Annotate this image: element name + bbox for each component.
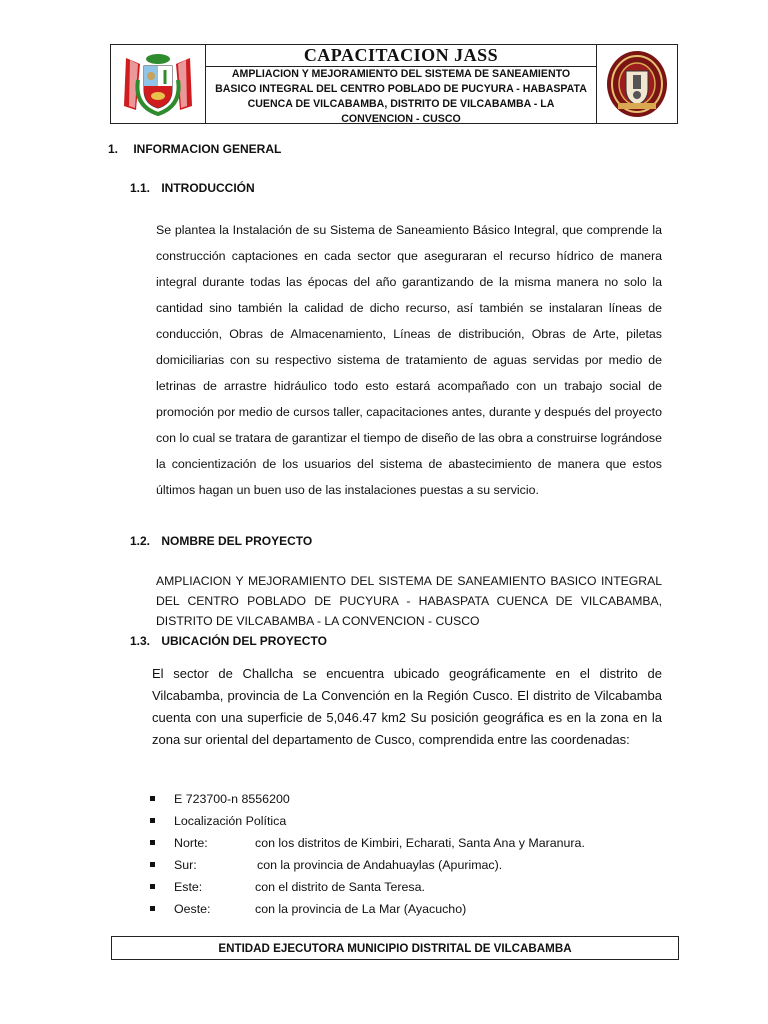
section-number: 1.1.	[130, 181, 151, 195]
project-name-paragraph: AMPLIACION Y MEJORAMIENTO DEL SISTEMA DE SANEAMIENTO BASICO INTEGRAL DEL CENTRO POBLADO DE PUCYURA - HABASPATA CUENCA DE VILCABAMBA, DISTRITO DE VILCABAMBA - LA CONVENCION - CUSCO	[156, 574, 662, 628]
section-number: 1.3.	[130, 634, 151, 648]
document-header	[110, 44, 678, 124]
header-title: CAPACITACION JASS	[206, 45, 596, 67]
list-item-value: con la provincia de Andahuaylas (Apurimac).	[257, 858, 503, 872]
bullet-square-icon	[150, 796, 155, 801]
list-item	[150, 876, 670, 898]
university-seal-icon	[596, 45, 677, 123]
introduction-paragraph: Se plantea la Instalación de su Sistema de Saneamiento Básico Integral, que comprende la construcción captaciones en cada sector que aseguraran el recurso hídrico de manera integral durante todas las épocas del año garantizando de la misma manera no solo la cantidad sino también la calidad de dicho recurso, así también se instalaran líneas de conducción, Obras de Almacenamiento, Líneas de distribución, Obras de Arte, piletas domiciliarias con su respectivo sistema de tratamiento de aguas servidas por medio de letrinas de arrastre hidráulico todo esto estará acompañado con un trabajo social de promoción por medio de cursos taller, capacitaciones antes, durante y después del proyecto con lo cual se tratara de garantizar el tiempo de diseño de las obra a construirse lográndose la concientización de los usuarios del sistema de abastecimiento de manera que estos últimos hagan un buen uso de las instalaciones puestas a su servicio.	[156, 223, 662, 497]
list-item-label: Norte:	[174, 836, 208, 850]
peru-coat-of-arms-icon	[111, 45, 206, 123]
bullet-square-icon	[150, 840, 155, 845]
list-item-label: Oeste:	[174, 902, 211, 916]
header-center	[206, 45, 596, 123]
section-1-heading	[108, 142, 281, 156]
section-title: NOMBRE DEL PROYECTO	[161, 534, 313, 548]
list-item-label: Sur:	[174, 858, 197, 872]
list-item-value: con los distritos de Kimbiri, Echarati, Santa Ana y Maranura.	[255, 836, 585, 850]
list-item	[150, 898, 670, 920]
list-item-label: Localización Política	[174, 814, 287, 828]
list-item-label: Este:	[174, 880, 203, 894]
list-item	[150, 832, 670, 854]
bullet-square-icon	[150, 906, 155, 911]
list-item	[150, 854, 670, 876]
list-item-label: E 723700-n 8556200	[174, 792, 290, 806]
section-number: 1.	[108, 142, 119, 156]
list-item	[150, 810, 670, 832]
bullet-square-icon	[150, 884, 155, 889]
section-title: INTRODUCCIÓN	[161, 181, 255, 195]
section-title: INFORMACION GENERAL	[133, 142, 282, 156]
section-1-1-heading	[130, 181, 255, 195]
section-1-3-heading	[130, 634, 327, 648]
header-subtitle: AMPLIACION Y MEJORAMIENTO DEL SISTEMA DE SANEAMIENTO BASICO INTEGRAL DEL CENTRO POBLADO DE PUCYURA - HABASPATA CUENCA DE VILCABAMBA, DISTRITO DE VILCABAMBA - LA CONVENCION - CUSCO	[215, 68, 587, 125]
list-item-value: con la provincia de La Mar (Ayacucho)	[255, 902, 467, 916]
section-1-2-heading	[130, 534, 312, 548]
bullet-square-icon	[150, 818, 155, 823]
section-number: 1.2.	[130, 534, 151, 548]
location-paragraph: El sector de Challcha se encuentra ubicado geográficamente en el distrito de Vilcabamba, provincia de La Convención en la Región Cusco. El distrito de Vilcabamba cuenta con una superficie de 5,046.47 km2 Su posición geográfica es en la zona en la zona sur oriental del departamento de Cusco, comprendida entre las coordenadas:	[152, 666, 662, 747]
document-footer: ENTIDAD EJECUTORA MUNICIPIO DISTRITAL DE VILCABAMBA	[111, 936, 679, 960]
section-title: UBICACIÓN DEL PROYECTO	[161, 634, 327, 648]
location-bullet-list	[150, 788, 670, 920]
bullet-square-icon	[150, 862, 155, 867]
list-item	[150, 788, 670, 810]
list-item-value: con el distrito de Santa Teresa.	[255, 880, 425, 894]
